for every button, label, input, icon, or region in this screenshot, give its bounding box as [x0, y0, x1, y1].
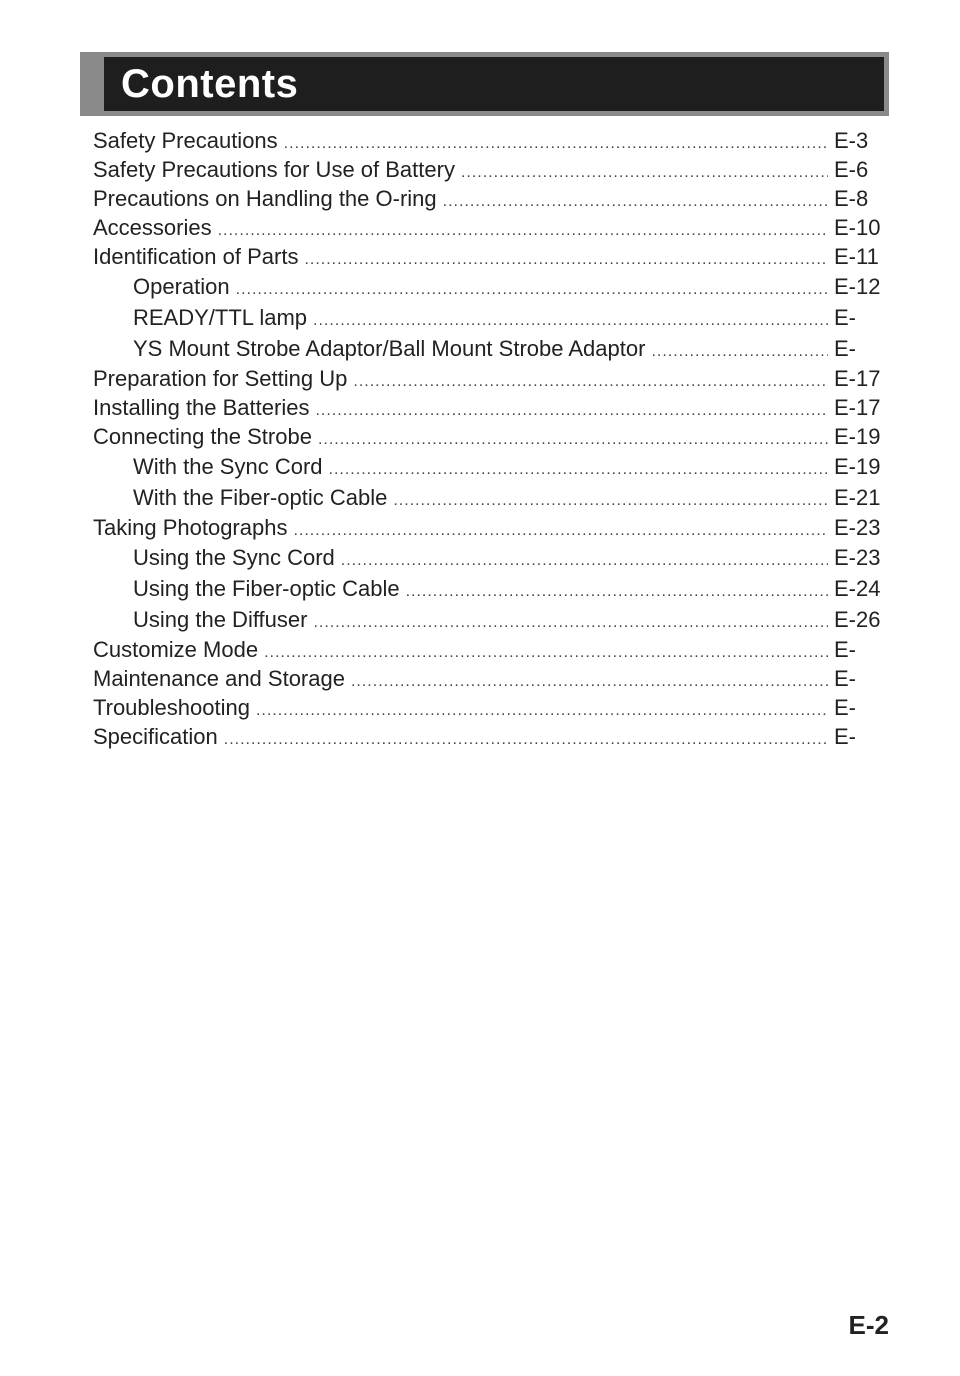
- toc-entry[interactable]: [93, 126, 886, 155]
- toc-entry-label: Customize Mode: [93, 637, 259, 662]
- toc-entry-page: E-: [834, 666, 856, 691]
- toc-entry-page: E-10: [834, 215, 881, 240]
- toc-entry-label: Operation: [133, 274, 230, 299]
- toc-entry-page: E-8: [834, 186, 869, 211]
- toc-entry-label: READY/TTL lamp: [133, 305, 308, 330]
- toc-subentry[interactable]: [93, 451, 886, 482]
- toc-entry-page: E-26: [834, 607, 881, 632]
- page-number: E-2: [848, 1310, 889, 1340]
- toc-leader-dots: [264, 638, 828, 667]
- toc-entry-label: Taking Photographs: [93, 515, 288, 540]
- contents-header: [80, 52, 889, 116]
- toc-entry[interactable]: [93, 155, 886, 184]
- toc-leader-dots: [224, 725, 828, 754]
- toc-entry-label: Precautions on Handling the O-ring: [93, 186, 437, 211]
- toc-entry[interactable]: [93, 722, 886, 751]
- toc-entry[interactable]: [93, 664, 886, 693]
- toc-leader-dots: [236, 274, 828, 305]
- toc-entry-label: Identification of Parts: [93, 244, 299, 269]
- toc-entry-label: Connecting the Strobe: [93, 424, 312, 449]
- toc-entry[interactable]: [93, 364, 886, 393]
- toc-leader-dots: [293, 516, 828, 545]
- page-title: Contents: [121, 62, 299, 106]
- toc-entry-page: E-21: [834, 485, 881, 510]
- toc-subentry[interactable]: [93, 482, 886, 513]
- toc-entry-page: E-6: [834, 157, 869, 182]
- toc-subentry[interactable]: [93, 542, 886, 573]
- toc-entry-label: With the Fiber-optic Cable: [133, 485, 388, 510]
- toc-entry-page: E-23: [834, 515, 881, 540]
- toc-leader-dots: [313, 607, 828, 638]
- toc-leader-dots: [393, 485, 828, 516]
- toc-subentry[interactable]: [93, 573, 886, 604]
- toc-entry-label: Preparation for Setting Up: [93, 366, 348, 391]
- toc-entry[interactable]: [93, 213, 886, 242]
- toc-leader-dots: [651, 336, 828, 367]
- toc-entry-page: E-17: [834, 395, 881, 420]
- toc-entry[interactable]: [93, 513, 886, 542]
- toc-entry-label: Accessories: [93, 215, 212, 240]
- toc-leader-dots: [304, 245, 828, 274]
- table-of-contents: [93, 126, 886, 751]
- toc-entry-page: E-: [834, 695, 856, 720]
- toc-leader-dots: [315, 396, 828, 425]
- toc-subentry[interactable]: [93, 333, 886, 364]
- toc-entry-page: E-12: [834, 274, 881, 299]
- toc-leader-dots: [443, 187, 828, 216]
- toc-leader-dots: [218, 216, 828, 245]
- toc-entry[interactable]: [93, 693, 886, 722]
- toc-entry[interactable]: [93, 422, 886, 451]
- toc-entry-label: Safety Precautions for Use of Battery: [93, 157, 455, 182]
- toc-entry[interactable]: [93, 393, 886, 422]
- toc-entry-label: With the Sync Cord: [133, 454, 323, 479]
- toc-entry-page: E-19: [834, 424, 881, 449]
- toc-entry-page: E-: [834, 305, 856, 330]
- contents-header-bar: [104, 57, 884, 111]
- toc-entry-label: Using the Diffuser: [133, 607, 308, 632]
- toc-leader-dots: [256, 696, 828, 725]
- toc-entry-page: E-3: [834, 128, 869, 153]
- toc-entry-page: E-: [834, 724, 856, 749]
- toc-leader-dots: [313, 305, 828, 336]
- toc-entry-label: Using the Sync Cord: [133, 545, 335, 570]
- toc-leader-dots: [318, 425, 828, 454]
- toc-entry-page: E-: [834, 336, 856, 361]
- toc-entry-label: Specification: [93, 724, 218, 749]
- toc-leader-dots: [329, 454, 828, 485]
- toc-entry-label: Safety Precautions: [93, 128, 278, 153]
- toc-entry-label: YS Mount Strobe Adaptor/Ball Mount Strobe Adaptor: [133, 336, 646, 361]
- toc-entry[interactable]: [93, 184, 886, 213]
- toc-leader-dots: [351, 667, 828, 696]
- toc-entry-label: Maintenance and Storage: [93, 666, 345, 691]
- toc-entry-page: E-19: [834, 454, 881, 479]
- toc-entry-label: Troubleshooting: [93, 695, 250, 720]
- toc-entry-label: Installing the Batteries: [93, 395, 310, 420]
- toc-leader-dots: [353, 367, 828, 396]
- toc-entry-page: E-: [834, 637, 856, 662]
- toc-leader-dots: [284, 129, 828, 158]
- toc-subentry[interactable]: [93, 302, 886, 333]
- toc-entry[interactable]: [93, 242, 886, 271]
- toc-leader-dots: [341, 545, 828, 576]
- toc-entry[interactable]: [93, 635, 886, 664]
- toc-leader-dots: [461, 158, 828, 187]
- toc-subentry[interactable]: [93, 271, 886, 302]
- toc-subentry[interactable]: [93, 604, 886, 635]
- toc-entry-page: E-11: [834, 244, 879, 269]
- toc-entry-page: E-23: [834, 545, 881, 570]
- toc-leader-dots: [406, 576, 828, 607]
- toc-entry-label: Using the Fiber-optic Cable: [133, 576, 400, 601]
- toc-entry-page: E-24: [834, 576, 881, 601]
- toc-entry-page: E-17: [834, 366, 881, 391]
